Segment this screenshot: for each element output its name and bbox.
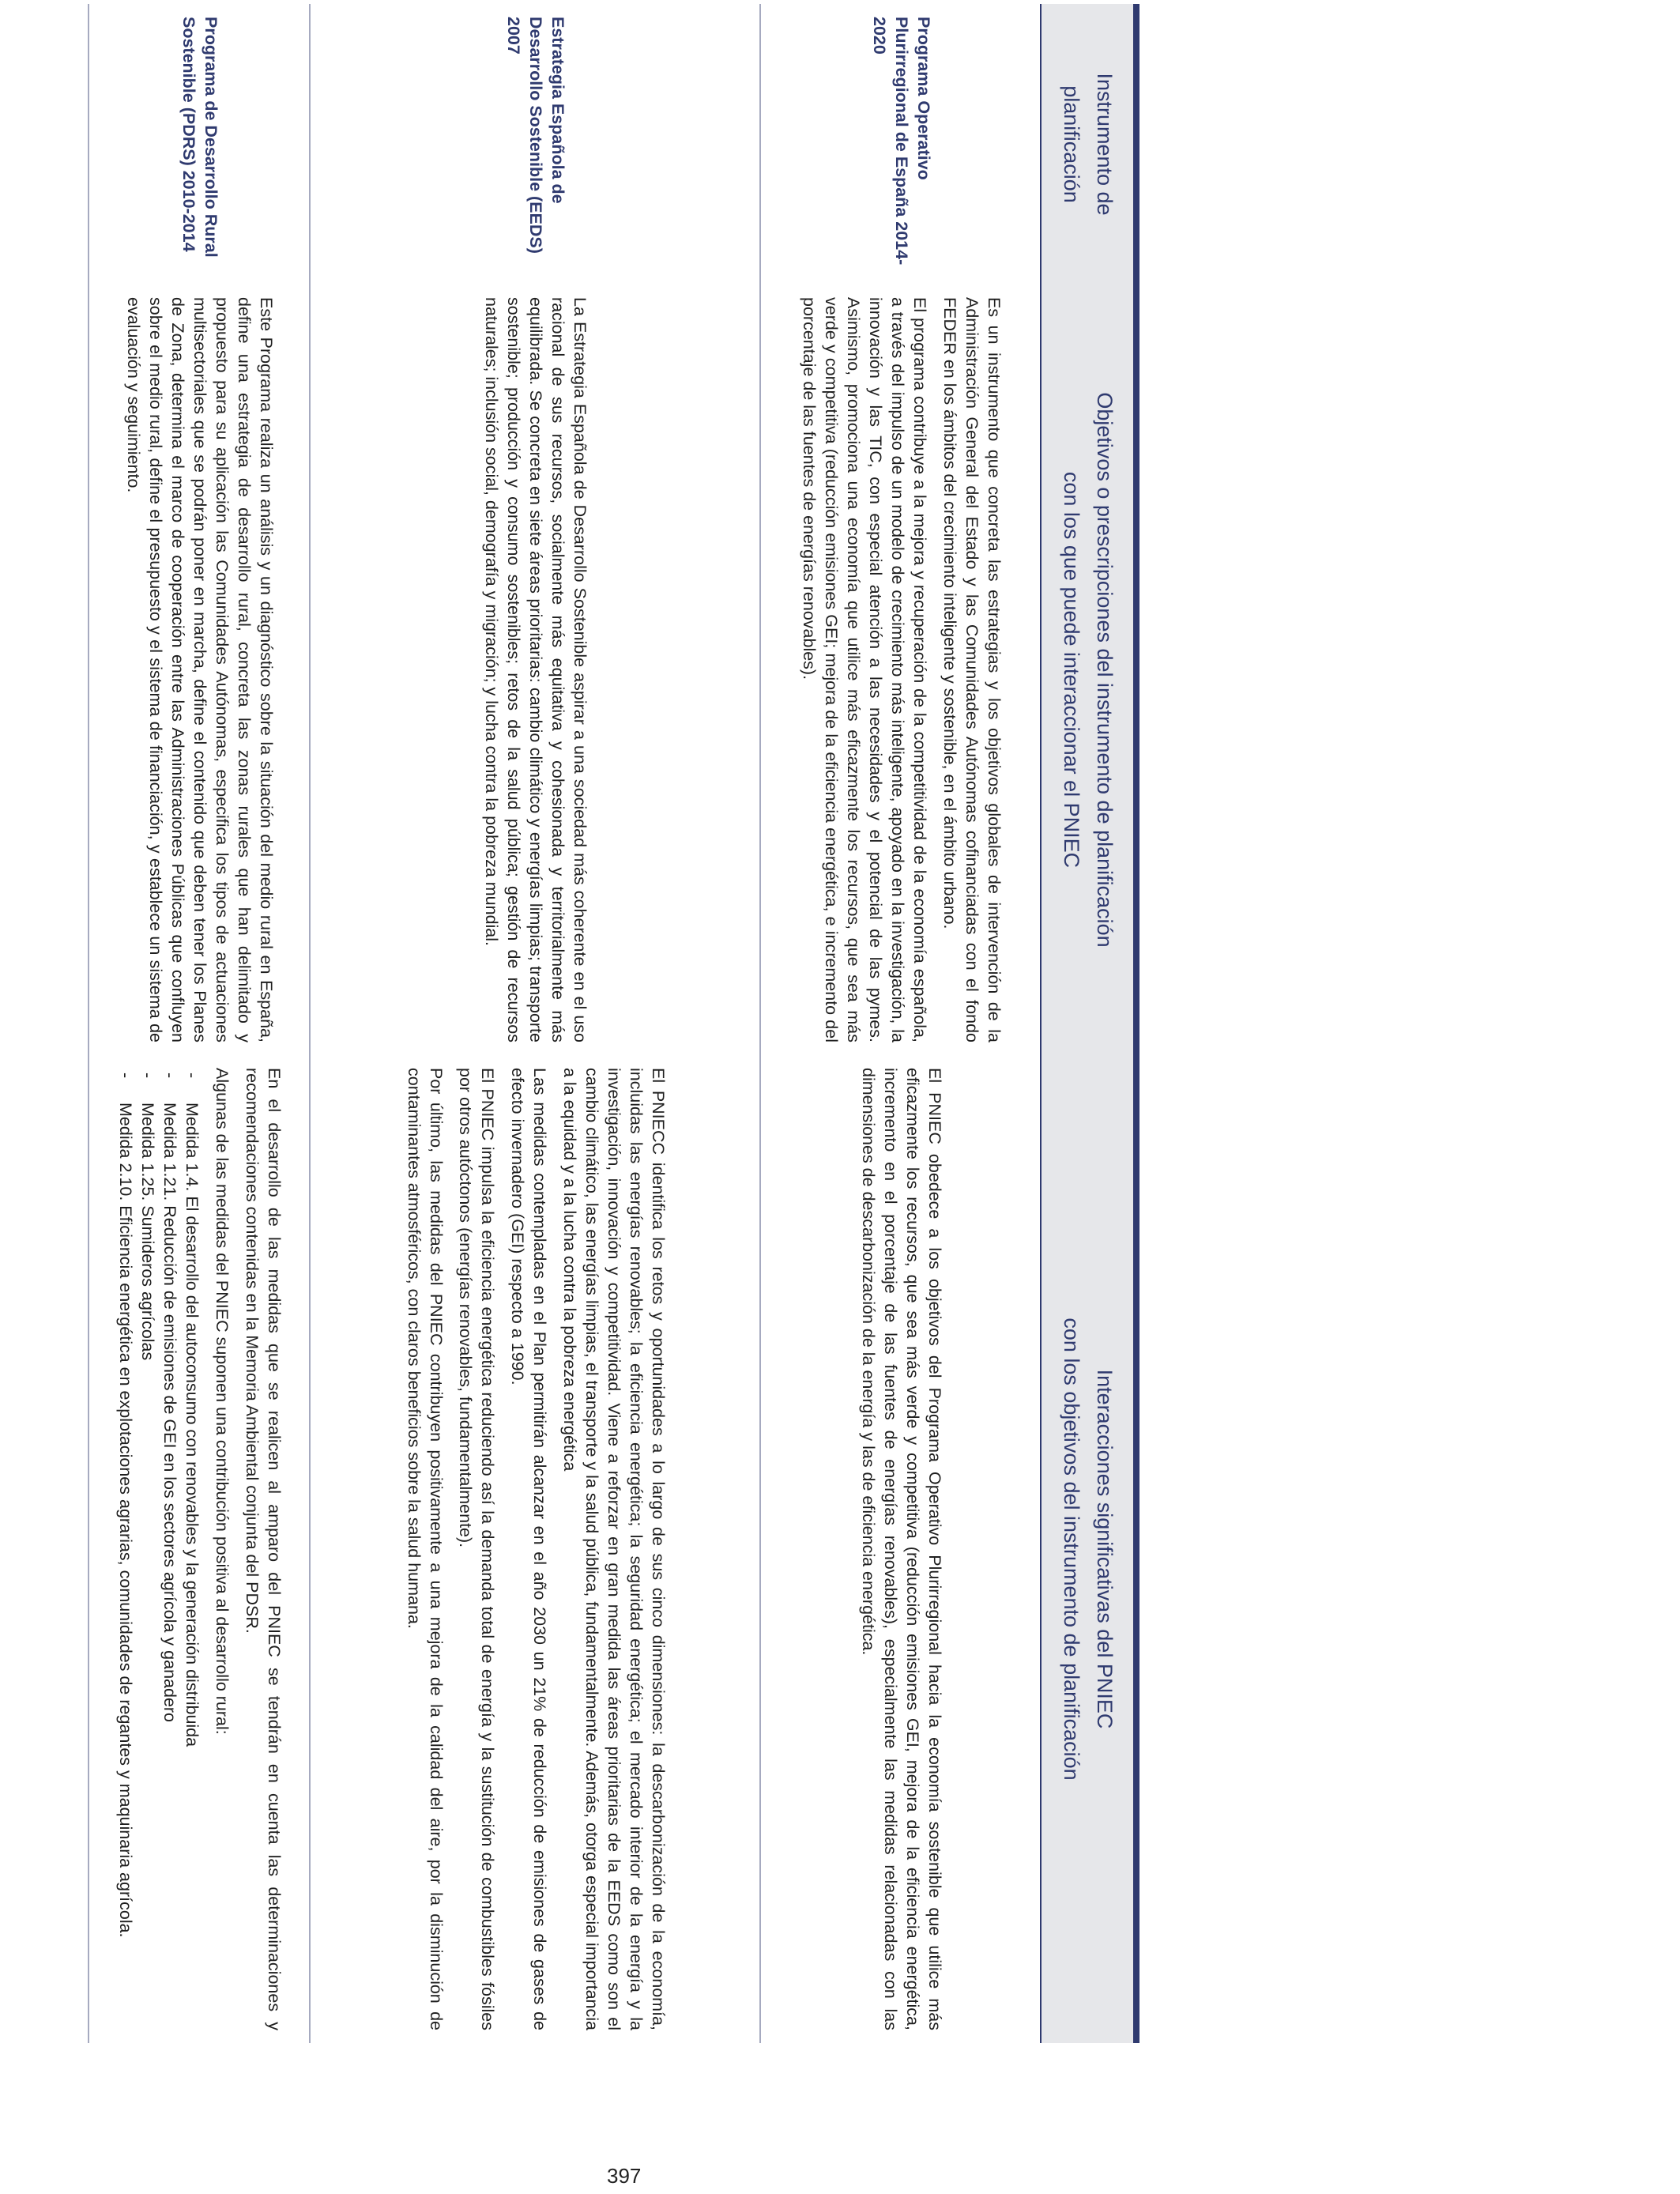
interactions-cell [760,1055,1041,2043]
interaction-paragraph: El PNIECC identifica los retos y oportunidades a lo largo de sus cinco dimensiones: la descarbonización de la economía, incluidas las energías renovables; la eficiencia energética; la seguridad energética; el mercado interior de la energía y la investigación, innovación y competitividad. Viene a reforzar en gran medida las áreas prioritarias de la EEDS como son el cambio climático, las energías limpias, el transporte y la salud pública, fundamentalmente. Además, otorga especial importancia a la equidad y a la lucha contra la pobreza energética [560,1068,668,2030]
objective-paragraph: La Estrategia Española de Desarrollo Sostenible aspirar a una sociedad más coherente en el uso racional de sus recursos, socialmente más equitativa y cohesionada y territorialmente más equilibrada. Se concreta en siete áreas prioritarias: cambio climático y energías limpias; transporte sostenible; producción y consumo sostenibles; retos de la salud pública; gestión de recursos naturales; inclusión social, demografía y migración; y lucha contra la pobreza mundial. [482,297,590,1042]
header-objectives-line2: con los que puede interaccionar el PNIEC [1060,471,1084,869]
table-row [89,4,310,2043]
table-row [310,4,760,2043]
header-interactions-line2: con los objetivos del instrumento de planificación [1060,1318,1084,1781]
table-row [760,4,1041,2043]
list-item: - Medida 2.10. Eficiencia energética en explotaciones agrarias, comunidades de regantes y maquinaria agrícola. [115,1068,137,2030]
header-interactions [1041,1055,1136,2043]
objectives-cell [89,285,310,1055]
header-interactions-line1: Interacciones significativas del PNIEC [1093,1369,1117,1729]
objective-paragraph: Este Programa realiza un análisis y un diagnóstico sobre la situación del medio rural en España, define una estrategia de desarrollo rural, concreta las zonas rurales que han delimitado y propuesto para su aplicación las Comunidades Autónomas, especifica los tipos de actuaciones multisectoriales que se podrán poner en marcha, define el contenido que deben tener los Planes de Zona, determina el marco de cooperación entre las Administraciones Públicas que confluyen sobre el medio rural, define el presupuesto y el sistema de financiación, y establece un sistema de evaluación y seguimiento. [124,297,277,1042]
instrument-name: Programa de Desarrollo Rural Sostenible (PDRS) 2010-2014 [89,4,310,285]
interactions-cell [89,1055,310,2043]
table-header-row [1041,4,1136,2043]
interaction-paragraph: El PNIEC impulsa la eficiencia energética reduciendo así la demanda total de energía y la sustitución de combustibles fósiles por otros autóctonos (energías renovables, fundamentalmente). [456,1068,498,2030]
interaction-paragraph: El PNIEC obedece a los objetivos del Programa Operativo Plurirregional hacia la economía sostenible que utilice más eficazmente los recursos, que sea más verde y competitiva (reducción emisiones GEI, mejora de la eficiencia energética, incremento en el porcentaje de las fuentes de energías renovables), especialmente las medidas relacionadas con las dimensiones de descarbonización de la energía y las de eficiencia energética. [858,1068,944,2030]
objectives-cell [310,285,760,1055]
header-instrument: Instrumento de planificación [1041,4,1136,285]
rotated-page-content [25,4,1139,2043]
measures-list [115,1068,203,2030]
list-item: - Medida 1.21. Reducción de emisiones de GEI en los sectores agrícola y ganadero [158,1068,180,2030]
interaction-paragraph: Por último, las medidas del PNIEC contribuyen positivamente a una mejora de la calidad del aire, por la disminución de contaminantes atmosféricos, con claros beneficios sobre la salud humana. [404,1068,446,2030]
interaction-paragraph: En el desarrollo de las medidas que se realicen al amparo del PNIEC se tendrán en cuenta las determinaciones y recomendaciones contenidas en la Memoria Ambiental conjunta del PDSR. [243,1068,284,2030]
header-objectives [1041,285,1136,1055]
page-number: 397 [607,2164,642,2188]
instrument-name: Estrategia Española de Desarrollo Sostenible (EEDS) 2007 [310,4,760,285]
list-item: - Medida 1.4. El desarrollo del autoconsumo con renovables y la generación distribuida [180,1068,202,2030]
interaction-paragraph: Las medidas contempladas en el Plan permitirán alcanzar en el año 2030 un 21% de reducción de emisiones de gases de efecto invernadero (GEI) respecto a 1990. [508,1068,550,2030]
objective-paragraph: Es un instrumento que concreta las estrategias y los objetivos globales de intervención de la Administración General del Estado y las Comunidades Autónomas cofinanciadas con el fondo FEDER en los ámbitos del crecimiento inteligente y sostenible, en el ámbito urbano. [940,297,1004,1042]
objective-paragraph: El programa contribuye a la mejora y recuperación de la competitividad de la economía española, a través del impulso de un modelo de crecimiento más inteligente, apoyado en la investigación, la innovación y las TIC, con especial atención a las necesidades y el potencial de las pymes. Asimismo, promociona una economía que utilice más eficazmente los recursos, que sea más verde y competitiva (reducción emisiones GEI; mejora de la eficiencia energética, e incremento del porcentaje de las fuentes de energías renovables). [800,297,929,1042]
planning-instruments-table [88,4,1139,2043]
instrument-name: Programa Operativo Plurirregional de España 2014-2020 [760,4,1041,285]
interactions-cell [310,1055,760,2043]
objectives-cell [760,285,1041,1055]
list-item: - Medida 1.25. Sumideros agrícolas [136,1068,158,2030]
interaction-paragraph: Algunas de las medidas del PNIEC suponen una contribución positiva al desarrollo rural: [213,1068,232,1735]
header-objectives-line1: Objetivos o prescripciones del instrumento de planificación [1093,392,1117,948]
